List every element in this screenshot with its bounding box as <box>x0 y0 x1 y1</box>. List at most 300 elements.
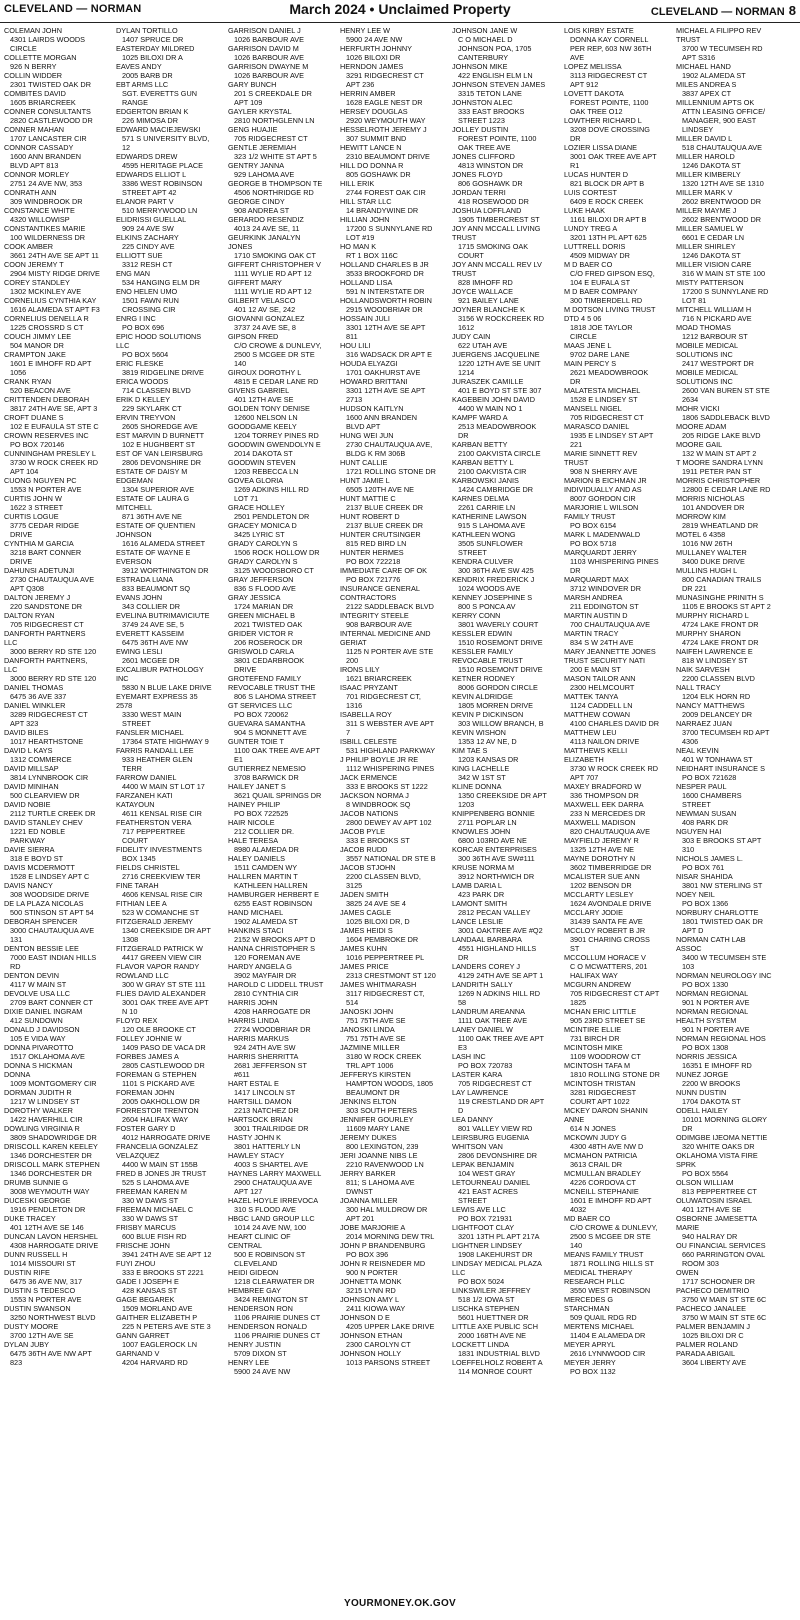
owner-name: CROFT DUANE S <box>4 413 64 422</box>
property-entry <box>116 1016 212 1034</box>
owner-name: FORRESTOR TRENTON <box>116 1106 199 1115</box>
property-entry <box>452 188 548 206</box>
property-entry <box>4 1106 100 1124</box>
property-entry <box>564 980 660 1007</box>
owner-address: 401 W TONHAWA ST <box>682 755 753 764</box>
property-entry <box>228 125 324 143</box>
owner-name: DOROTHY WALKER <box>4 1106 73 1115</box>
property-entry <box>452 512 548 530</box>
property-entry <box>340 242 436 260</box>
property-entry <box>4 917 100 944</box>
owner-address: 102 E HUGHBERT ST <box>122 440 196 449</box>
property-entry <box>228 944 324 962</box>
owner-name: MARQUARDT JERRY <box>564 548 637 557</box>
owner-address: FOREST POINTE, 1100 OAK TREE O12 <box>570 98 649 116</box>
owner-name: JAMES CAGLE <box>340 908 392 917</box>
property-entry <box>4 1142 100 1160</box>
owner-address: 1717 SCHOONER DR <box>682 1277 755 1286</box>
property-entry <box>340 566 436 584</box>
property-entry <box>228 440 324 458</box>
owner-name: HESSELROTH JEREMY J <box>340 125 427 134</box>
owner-name: JACOB NATIONS <box>340 809 399 818</box>
property-entry <box>676 341 772 368</box>
owner-address: 1103 WHISPERING PINES DR <box>570 557 659 575</box>
owner-name: DAVID STANLEY CHEV <box>4 818 83 827</box>
property-entry <box>4 656 100 683</box>
property-entry <box>228 818 324 836</box>
owner-address: C/O CROWE & DUNLEVY, 2500 S MCGEE DR STE 140 <box>570 1223 658 1250</box>
owner-address: 3218 BART CONNER DRIVE <box>10 548 82 566</box>
owner-address: 4300 48TH AVE NW D <box>570 1142 644 1151</box>
property-entry <box>676 1340 772 1349</box>
property-entry <box>564 224 660 242</box>
owner-name: NEAL KEVIN <box>676 746 719 755</box>
property-entry <box>116 359 212 377</box>
owner-address: 1203 REBECCA LN <box>234 467 299 476</box>
property-entry <box>676 890 772 908</box>
owner-address: 2601 MCGEE DR <box>122 656 180 665</box>
owner-address: PO BOX 721776 <box>346 575 401 584</box>
owner-address: 3661 24TH AVE SE APT 11 <box>10 251 99 260</box>
owner-address: 1109 WOODROW CT <box>570 1052 641 1061</box>
property-entry <box>564 629 660 647</box>
owner-address: PO BOX 1366 <box>682 899 729 908</box>
property-entry <box>564 341 660 359</box>
owner-address: 705 RIDGECREST CT <box>10 620 84 629</box>
owner-address: 3750 W MAIN ST STE 6C <box>682 1295 767 1304</box>
property-entry <box>228 1286 324 1304</box>
owner-address: 1601 E IMHOFF RD APT 4032 <box>570 1196 652 1214</box>
owner-address: 1616 ALAMEDA ST APT F3 <box>10 305 100 314</box>
property-entry <box>228 1358 324 1376</box>
owner-name: LOEFFELHOLZ ROBERT A <box>452 1358 543 1367</box>
owner-name: JOLLEY DUSTIN <box>452 125 509 134</box>
owner-name: ELIDRISSI GUELLAL <box>116 215 187 224</box>
property-entry <box>340 530 436 548</box>
owner-name: FIDELITY INVESTMENTS <box>116 845 202 854</box>
owner-name: FOREMAN G STEPHEN <box>116 1070 197 1079</box>
owner-address: 5900 24 AVE NW <box>346 35 403 44</box>
property-entry <box>228 386 324 404</box>
owner-address: 1506 ROCK HOLLOW DR <box>234 548 320 557</box>
owner-address: 531 HIGHLAND PARKWAY <box>346 746 436 755</box>
owner-name: MEANS FAMILY TRUST <box>564 1250 644 1259</box>
owner-address: 3180 W ROCK CREEK TRL APT 1006 <box>346 1052 422 1070</box>
property-entry <box>676 611 772 629</box>
owner-address: 2000 168TH AVE NE <box>458 1331 527 1340</box>
owner-address: 700 CHAUTAUQUA AVE <box>570 620 651 629</box>
owner-address: 333 E BROOKS ST 1222 <box>346 782 428 791</box>
property-entry <box>340 683 436 710</box>
owner-name: HAND MICHAEL <box>228 908 284 917</box>
owner-address: 6475 36TH AVE NW APT 823 <box>10 1349 92 1367</box>
owner-name: GOODGAME KEELY <box>228 422 297 431</box>
owner-name: JORDAN TERRI <box>452 188 506 197</box>
property-entry <box>452 935 548 962</box>
owner-address: 7000 EAST INDIAN HILLS RD <box>10 953 97 971</box>
owner-name: NAIFEH LAWRENCE E <box>676 647 753 656</box>
owner-address: 833 BEAUMONT SQ <box>122 584 190 593</box>
owner-name: DEBORAH SPENCER <box>4 917 78 926</box>
owner-name: KAMPF WARD A <box>452 413 508 422</box>
property-entry <box>4 512 100 539</box>
property-entry <box>4 1178 100 1196</box>
property-entry <box>452 413 548 440</box>
owner-name: CUONG NGUYEN PC <box>4 476 77 485</box>
property-entry <box>116 449 212 467</box>
owner-address: 3301 12TH AVE SE APT 2713 <box>346 386 426 404</box>
owner-name: JOHNSON HOLLY <box>340 1349 402 1358</box>
owner-address: 9702 DARE LANE <box>570 350 630 359</box>
owner-name: KAGEBEIN JOHN DAVID <box>452 395 535 404</box>
property-entry <box>564 242 660 260</box>
owner-name: DAVID MINIHAN <box>4 782 59 791</box>
property-entry <box>340 908 436 926</box>
owner-name: HOLLANDSWORTH ROBIN <box>340 296 432 305</box>
owner-name: HILLIAN JOHN <box>340 215 390 224</box>
property-entry <box>340 278 436 296</box>
property-entry <box>340 809 436 827</box>
owner-name: MARION B EICHMAN JR INDIVIDUALLY AND AS <box>564 476 647 494</box>
listing-column <box>228 26 324 1594</box>
owner-name: DUNN RUSSELL H <box>4 1250 68 1259</box>
owner-address: 800 CANADIAN TRAILS DR 221 <box>682 575 762 593</box>
owner-name: EDGERTON BRIAN K <box>116 107 189 116</box>
property-entry <box>228 872 324 890</box>
owner-address: PO BOX 1132 <box>570 1367 616 1376</box>
owner-address: 428 KANSAS ST <box>122 1286 178 1295</box>
property-entry <box>4 1322 100 1340</box>
property-entry <box>564 1061 660 1079</box>
property-entry <box>340 296 436 314</box>
property-entry <box>452 746 548 764</box>
owner-address: 1025 BILOXI DR A <box>122 53 183 62</box>
owner-address: 423 PARK DR <box>458 890 505 899</box>
owner-address: 342 W 1ST ST <box>458 773 506 782</box>
owner-address: 1622 3 STREET <box>10 503 64 512</box>
owner-address: 500 CLEARVIEW DR <box>10 791 80 800</box>
owner-address: PO BOX 696 <box>122 323 165 332</box>
owner-address: 2900 CHATAUQUA AVE APT 127 <box>234 1178 313 1196</box>
owner-name: T MOORE SANDRA LYNN <box>676 458 763 467</box>
owner-name: KORCAR ENTERPRISES <box>452 845 537 854</box>
property-entry <box>228 26 324 44</box>
owner-address: 205 RIDGE LAKE BLVD <box>682 431 761 440</box>
owner-name: HARRIS LINDA <box>228 1016 280 1025</box>
owner-name: MILLER KIMBERLY <box>676 170 741 179</box>
property-entry <box>676 548 772 566</box>
owner-name: J PHILIP BOYLE JR RE <box>340 755 419 764</box>
property-entry <box>228 737 324 764</box>
owner-address: 3208 DOVE CROSSING DR <box>570 125 650 143</box>
owner-name: LANEY DANIEL W <box>452 1025 513 1034</box>
property-entry <box>564 1151 660 1169</box>
owner-name: PACHECO DEMITRIO <box>676 1286 750 1295</box>
owner-name: JENKINS ELTON <box>340 1097 397 1106</box>
property-entry <box>4 449 100 476</box>
owner-address: 5709 DIXON ST <box>234 1349 287 1358</box>
owner-name: DE LA PLAZA NICOLAS <box>4 899 84 908</box>
owner-name: M D BAER CO <box>564 260 613 269</box>
property-entry <box>116 863 212 881</box>
owner-address: 2602 BRENTWOOD DR <box>682 215 762 224</box>
owner-name: FOLLEY JOHNIE W <box>116 1034 182 1043</box>
owner-name: GADE I JOSEPH E <box>116 1277 179 1286</box>
owner-name: NANCY MATTHEWS <box>676 701 745 710</box>
owner-address: 1302 MCKINLEY AVE <box>10 287 82 296</box>
owner-name: GRAY JESSICA <box>228 593 281 602</box>
owner-address: 1111 WYLIE RD APT 12 <box>234 287 312 296</box>
property-entry <box>4 944 100 971</box>
property-entry <box>452 917 548 935</box>
owner-address: 1269 ADKINS HILL RD LOT 71 <box>234 485 309 503</box>
property-entry <box>116 1070 212 1088</box>
owner-address: 4813 WINSTON DR <box>458 161 524 170</box>
owner-name: INSURANCE GENERAL CONTRACTORS <box>340 584 420 602</box>
owner-address: 333 E BROOKS ST 2221 <box>122 1268 204 1277</box>
owner-name: EVANS JOHN <box>116 593 163 602</box>
owner-name: HEWITT LANCE N <box>340 143 402 152</box>
owner-name: EASTERDAY MILDRED <box>116 44 195 53</box>
property-entry <box>340 314 436 341</box>
owner-address: 1014 24 AVE NW, 100 <box>234 1223 307 1232</box>
property-entry <box>676 782 772 809</box>
property-entry <box>228 782 324 800</box>
owner-address: 3901 CHARING CROSS ST <box>570 935 650 953</box>
owner-name: HARRIS JOHN <box>228 998 278 1007</box>
property-entry <box>116 818 212 845</box>
owner-name: JOANNA MILLER <box>340 1196 398 1205</box>
owner-name: NISAR SHAHIDA <box>676 872 733 881</box>
owner-name: ISBILL CELESTE <box>340 737 397 746</box>
owner-address: 2200 CLASSEN BLVD <box>682 674 755 683</box>
owner-name: LANDAAL BARBARA <box>452 935 522 944</box>
property-entry <box>228 1097 324 1115</box>
owner-address: 731 BIRCH DR <box>570 1034 620 1043</box>
owner-address: 2100 OAKVISTA CIRCLE <box>458 449 541 458</box>
property-entry <box>228 1232 324 1268</box>
property-entry <box>676 188 772 206</box>
listing-column <box>4 26 100 1594</box>
owner-address: PO BOX 720146 <box>10 440 65 449</box>
owner-name: JOHNSON AMY L <box>340 1295 400 1304</box>
owner-address: 1225 CROSSRD S CT <box>10 323 84 332</box>
owner-name: DAVID L KAYS <box>4 746 53 755</box>
property-entry <box>116 611 212 629</box>
property-entry <box>340 584 436 611</box>
owner-name: OWEN <box>676 1268 699 1277</box>
owner-address: 509 QUAIL RDG RD <box>570 1313 637 1322</box>
property-entry <box>452 593 548 611</box>
owner-name: NAIK SARVESH <box>676 665 730 674</box>
owner-address: 525 S LAHOMA AVE <box>122 1178 190 1187</box>
property-entry <box>676 1070 772 1088</box>
owner-address: 1871 ROLLING HILLS ST <box>570 1259 654 1268</box>
property-entry <box>452 152 548 170</box>
listing-columns <box>4 26 798 1594</box>
owner-name: HENRY LEE W <box>340 26 391 35</box>
property-entry <box>228 1169 324 1196</box>
owner-address: PO BOX 1330 <box>682 980 729 989</box>
property-entry <box>340 89 436 107</box>
owner-name: COOK AMBER <box>4 242 54 251</box>
owner-name: GEURKINK JANALYN JONES <box>228 233 301 251</box>
owner-address: 2122 SADDLEBACK BLVD <box>346 602 434 611</box>
owner-address: 300 36TH AVE SW 425 <box>458 566 534 575</box>
owner-address: 523 W COMANCHE ST <box>122 908 200 917</box>
owner-address: 908 ANDREA ST <box>234 206 290 215</box>
owner-address: 303 WILLOW BRANCH, B <box>458 719 544 728</box>
property-entry <box>452 764 548 782</box>
owner-address: 4205 UPPER LAKE DRIVE <box>346 1322 435 1331</box>
owner-address: 504 MANOR DR <box>10 341 64 350</box>
property-entry <box>676 1007 772 1034</box>
owner-address: 1509 MORLAND AVE <box>122 1304 193 1313</box>
property-entry <box>116 647 212 665</box>
owner-address: 3008 WEYMOUTH WAY <box>10 1187 90 1196</box>
property-entry <box>4 494 100 512</box>
owner-address: 6409 E ROCK CREEK <box>570 197 644 206</box>
owner-name: M D BAER COMPANY <box>564 287 638 296</box>
property-entry <box>116 1277 212 1295</box>
owner-address: 1350 CREEKSIDE DR APT 1203 <box>458 791 547 809</box>
owner-name: NEIDHART INSURANCE S <box>676 764 765 773</box>
owner-address: 3550 WEST ROBINSON <box>570 1286 651 1295</box>
property-entry <box>4 800 100 818</box>
owner-name: HOU LILI <box>340 341 371 350</box>
owner-name: KATHERINE LAWSON <box>452 512 527 521</box>
property-entry <box>676 971 772 989</box>
property-entry <box>116 1313 212 1331</box>
owner-name: LOCKETT LINDA <box>452 1340 510 1349</box>
property-entry <box>564 854 660 872</box>
owner-address: 2716 CREEKVIEW TER <box>122 872 201 881</box>
owner-address: 3533 BROOKFORD DR <box>346 269 424 278</box>
owner-address: 806 S LAHOMA STREET <box>234 692 317 701</box>
property-entry <box>452 494 548 512</box>
owner-address: 229 SKYLARK CT <box>122 404 182 413</box>
owner-address: 4226 CORDOVA CT <box>570 1178 636 1187</box>
property-entry <box>340 665 436 683</box>
owner-name: GT SERVICES LLC <box>228 701 293 710</box>
property-entry <box>228 998 324 1016</box>
property-entry <box>4 782 100 800</box>
owner-address: 2805 CASTLEWOOD DR <box>122 1061 205 1070</box>
owner-address: 4301 LAIRDS WOODS CIRCLE <box>10 35 86 53</box>
owner-name: DONALD J DAVIDSON <box>4 1025 80 1034</box>
property-entry <box>340 161 436 179</box>
owner-address: 2616 LYNNWOOD CIR <box>570 1349 646 1358</box>
owner-name: MCNEILL STEPHANIE <box>564 1187 639 1196</box>
property-entry <box>116 1124 212 1142</box>
property-entry <box>340 737 436 755</box>
property-entry <box>228 1052 324 1079</box>
owner-address: 821 BLOCK DR APT B <box>570 179 645 188</box>
property-entry <box>340 611 436 629</box>
owner-name: MILES ANDREA S <box>676 80 737 89</box>
owner-address: 1935 E LINDSEY ST APT 221 <box>570 431 654 449</box>
owner-address: 622 UTAH AVE <box>458 341 508 350</box>
owner-name: JONES FLOYD <box>452 170 503 179</box>
property-entry <box>676 1133 772 1151</box>
header-left-city-range: CLEVELAND — NORMAN <box>4 3 142 15</box>
owner-address: 4100 CHARLES DAVID DR <box>570 719 660 728</box>
owner-name: KERRY CONN <box>452 611 501 620</box>
owner-address: 3621 QUAIL SPRINGS DR <box>234 791 322 800</box>
property-entry <box>4 1304 100 1322</box>
owner-address: 2751 24 AVE NW, 353 <box>10 179 83 188</box>
property-entry <box>228 575 324 593</box>
owner-name: ERICA WOODS <box>116 377 169 386</box>
property-entry <box>116 665 212 692</box>
property-entry <box>564 908 660 926</box>
owner-name: GEORGE CINDY <box>228 197 285 206</box>
owner-address: 3730 W ROCK CREEK RD APT 707 <box>570 764 658 782</box>
owner-name: JOHN P BRANDENBURG <box>340 1241 426 1250</box>
owner-address: 3749 24 AVE SE, 5 <box>122 620 184 629</box>
owner-name: GRACEY MONICA D <box>228 521 297 530</box>
property-entry <box>564 800 660 818</box>
owner-address: 800 S PONCA AV <box>458 602 516 611</box>
owner-address: 909 24 AVE SW <box>122 224 174 233</box>
property-entry <box>4 764 100 782</box>
owner-address: 3912 WORTHINGTON DR <box>122 566 209 575</box>
owner-name: CURTIS LOGUE <box>4 512 59 521</box>
owner-name: JOHN R REISNEDER MD <box>340 1259 426 1268</box>
owner-name: KEVIN WISHON <box>452 728 506 737</box>
owner-name: LOZIER LISSA DIANE <box>564 143 637 152</box>
property-entry <box>452 440 548 458</box>
property-entry <box>564 449 660 476</box>
owner-address: 3801 WAVERLY COURT <box>458 620 539 629</box>
property-entry <box>452 1160 548 1178</box>
owner-address: 2513 MEADOWBROOK DR <box>458 422 537 440</box>
owner-name: ELKINS ZACHARY <box>116 233 179 242</box>
property-entry <box>228 1214 324 1232</box>
owner-address: 421 EAST ACRES STREET <box>458 1187 518 1205</box>
owner-address: 1025 BILOXI DR, D <box>346 917 410 926</box>
owner-address: 2137 BLUE CREEK DR <box>346 521 424 530</box>
owner-address: 6505 120TH AVE NE <box>346 485 415 494</box>
owner-name: FEATHERSTON VERA <box>116 818 192 827</box>
property-entry <box>4 170 100 188</box>
property-entry <box>452 305 548 332</box>
owner-address: 307 SUMMIT BND <box>346 134 407 143</box>
owner-address: 333 E BROOKS ST <box>346 836 410 845</box>
footer-website: YOURMONEY.OK.GOV <box>343 1598 457 1609</box>
property-entry <box>116 1088 212 1106</box>
owner-name: HERSEY DOUGLAS <box>340 107 408 116</box>
property-entry <box>340 710 436 737</box>
property-entry <box>4 107 100 125</box>
property-entry <box>676 701 772 719</box>
owner-name: CONNER MAHAN <box>4 125 64 134</box>
owner-address: 3001 TRAILRIDGE DR <box>234 1124 309 1133</box>
property-entry <box>116 917 212 944</box>
owner-name: HANNA CHRISTOPHER S <box>228 944 316 953</box>
property-entry <box>116 1295 212 1313</box>
owner-name: HERRIN AMBER <box>340 89 396 98</box>
property-entry <box>116 80 212 107</box>
property-entry <box>116 962 212 989</box>
owner-name: MARY JEANNETTE JONES TRUST SECURITY NATI <box>564 647 656 665</box>
owner-address: 813 PEPPERTREE CT <box>682 1187 757 1196</box>
owner-name: JACK ERMENCE <box>340 773 398 782</box>
owner-address: 2730 CHAUTAUQUA AVE, BLDG K RM 306B <box>346 440 433 458</box>
property-entry <box>4 377 100 395</box>
property-entry <box>340 1196 436 1223</box>
owner-address: 1605 BRIARCREEK <box>10 98 76 107</box>
